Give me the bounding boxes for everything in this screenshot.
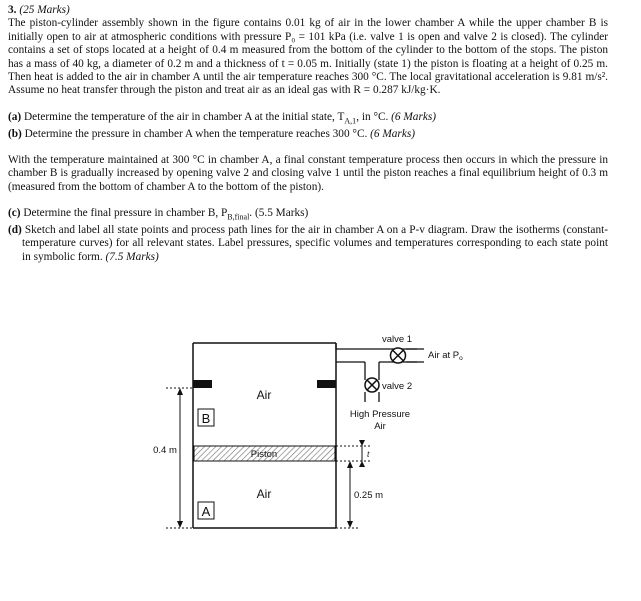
high-pressure-air-label: High Pressure Air <box>349 409 411 432</box>
part-c-marks: (5.5 Marks) <box>254 207 309 220</box>
stops-dim-arrow-bottom <box>177 521 183 528</box>
question-number: 3. <box>8 4 17 16</box>
chamber-a-letter: A <box>201 504 211 519</box>
part-a-marks: (6 Marks) <box>391 110 437 123</box>
valve-1-label: valve 1 <box>381 334 413 345</box>
stops-height-label: 0.4 m <box>153 445 177 456</box>
part-d-text: Sketch and label all state points and process path lines for the air in chamber A on a P-v diagram. Draw the isotherms (constant-temperature curves) for all relevant states. Label pressures, specific volumes and temperatures corresponding to each state point in symbolic form. <box>22 223 608 263</box>
question-intro: The piston-cylinder assembly shown in the figure contains 0.01 kg of air in the lower chamber A while the upper chamber B is initially open to air at atmospheric conditions with pressure P₀ = 101 kPa (i.e. valve 1 is open and valve 2 is closed). The cylinder contains a set of stops located at a height of 0.4 m measured from the bottom of the cylinder to the bottom of the stops. The piston has a mass of 40 kg, a diameter of 0.2 m and a thickness of t = 0.05 m. Initially (state 1) the piston is floating at a height of 0.25 m. Then heat is added to the air in chamber A until the air temperature reaches 300 °C. The local gravitational acceleration is 9.81 m/s². Assume no heat transfer through the piston and treat air as an ideal gas with R = 0.287 kJ/kg·K. <box>8 17 608 97</box>
part-c-tail: . <box>249 207 253 220</box>
part-c-label: (c) <box>8 207 21 220</box>
part-a-subscript: A,1 <box>344 116 357 126</box>
chamber-b-letter: B <box>201 411 211 426</box>
middle-paragraph: With the temperature maintained at 300 °C in chamber A, a final constant temperature process then occurs in which the pressure in chamber B is gradually increased by opening valve 2 and closing valve 1 until the piston reaches a final equilibrium height of 0.3 m (measured from the bottom of chamber A to the bottom of the piston). <box>8 153 608 193</box>
part-c-subscript: B,final <box>227 212 250 222</box>
piston-dim-arrow-bottom <box>347 521 353 528</box>
part-d-marks: (7.5 Marks) <box>105 250 159 263</box>
thickness-label: t <box>367 449 370 459</box>
piston-label: Piston <box>250 449 278 460</box>
piston-height-label: 0.25 m <box>354 490 384 501</box>
part-a-tail: , in °C. <box>356 110 389 123</box>
valve-2-label: valve 2 <box>382 381 413 392</box>
part-b-text: Determine the pressure in chamber A when the temperature reaches 300 °C. <box>24 127 368 140</box>
part-b-label: (b) <box>8 127 22 140</box>
thickness-arrow-top <box>359 440 365 446</box>
upper-air-label: Air <box>256 388 272 402</box>
part-a-text: Determine the temperature of the air in chamber A at the initial state, T <box>24 110 345 123</box>
stops-dim-arrow-top <box>177 388 183 395</box>
right-stop <box>317 380 336 388</box>
part-c-text: Determine the final pressure in chamber B, P <box>23 207 228 220</box>
part-a-label: (a) <box>8 110 22 123</box>
thickness-arrow-bottom <box>359 461 365 467</box>
piston-dim-arrow-top <box>347 461 353 468</box>
part-b-marks: (6 Marks) <box>370 127 416 140</box>
question-marks: (25 Marks) <box>19 4 70 16</box>
part-d-label: (d) <box>8 223 22 236</box>
left-stop <box>193 380 212 388</box>
lower-air-label: Air <box>256 487 272 501</box>
air-at-p0-label: Air at $P_o$ <box>428 350 463 362</box>
